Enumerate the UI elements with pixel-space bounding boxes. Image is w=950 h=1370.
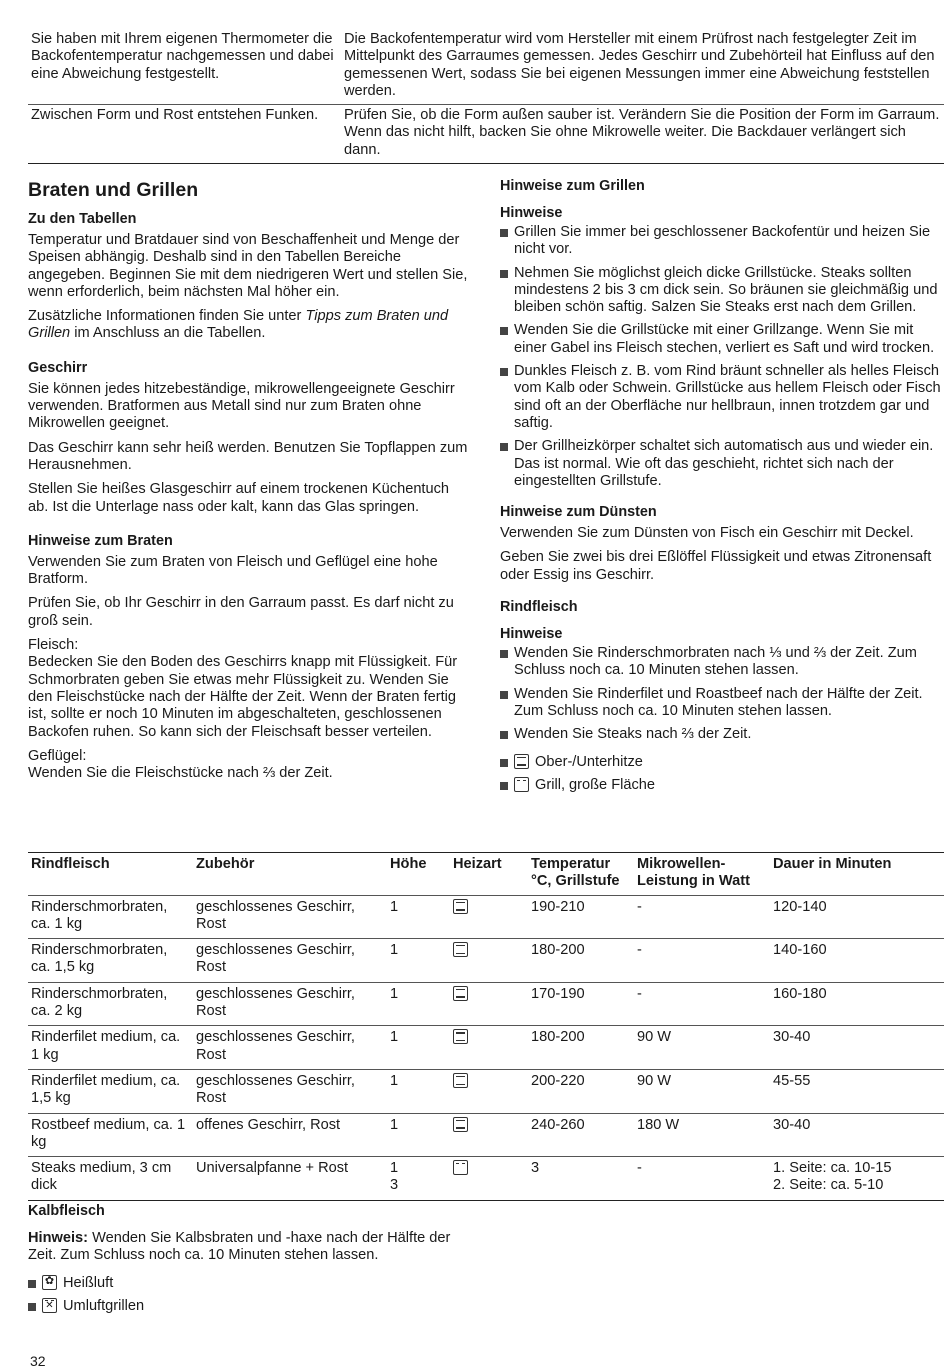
- duensten-heading: Hinweise zum Dünsten: [500, 504, 657, 521]
- height-cell: 1 3: [387, 1157, 450, 1201]
- label: Geflügel:: [28, 747, 87, 764]
- left-column: [28, 178, 470, 789]
- section-title: Braten und Grillen: [28, 179, 199, 201]
- table-row: [28, 1113, 944, 1157]
- header-cell: Dauer in Minuten: [770, 853, 944, 896]
- heating-mode-cell: [450, 1113, 528, 1157]
- geschirr-heading: Geschirr: [28, 359, 88, 376]
- header-cell: Heizart: [450, 853, 528, 896]
- header-row: [28, 853, 944, 896]
- legend-item: [28, 1298, 470, 1315]
- accessory-cell: geschlossenes Geschirr, Rost: [193, 895, 387, 939]
- food-cell: Rinderschmorbraten, ca. 1 kg: [28, 895, 193, 939]
- accessory-cell: offenes Geschirr, Rost: [193, 1113, 387, 1157]
- page-number: 32: [30, 1353, 46, 1369]
- accessory-cell: geschlossenes Geschirr, Rost: [193, 939, 387, 983]
- food-cell: Rinderfilet medium, ca. 1 kg: [28, 1026, 193, 1070]
- reference-text: Tipps zum Braten und Grillen: [28, 308, 449, 342]
- legend-item: [28, 1275, 470, 1292]
- umluftgrillen-icon: [42, 1298, 57, 1313]
- rind-list: [500, 645, 945, 743]
- food-cell: Rinderfilet medium, ca. 1,5 kg: [28, 1069, 193, 1113]
- duration-cell: 30-40: [770, 1113, 944, 1157]
- fleisch-paragraph: [28, 637, 470, 741]
- text: im Anschluss an die Tabellen.: [70, 325, 266, 342]
- header-cell: Mikrowellen-Leistung in Watt: [634, 853, 770, 896]
- table-row: [28, 1026, 944, 1070]
- duration-cell: 140-160: [770, 939, 944, 983]
- solution-cell: Die Backofentemperatur wird vom Hersteller mit einem Prüfrost nach festgelegter Zeit im Mittelpunkt des Garraumes gemessen. Jedes Geschirr und Zubehörteil hat Einfluss auf den gemessenen Wert, sodass Sie bei eigenen Messungen immer eine Abweichung feststellen werden.: [344, 31, 935, 99]
- list-item: Wenden Sie Rinderfilet und Roastbeef nach der Hälfte der Zeit. Zum Schluss noch ca. 10 Minuten stehen lassen.: [500, 686, 945, 721]
- legend-label: Grill, große Fläche: [535, 776, 656, 793]
- heating-mode-cell: [450, 1157, 528, 1201]
- temperature-cell: 240-260: [528, 1113, 634, 1157]
- header-cell: Höhe: [387, 853, 450, 896]
- legend-item: [500, 777, 945, 794]
- header-cell: Zubehör: [193, 853, 387, 896]
- heissluft-icon: [42, 1275, 57, 1290]
- geschirr-paragraph: Stellen Sie heißes Glasgeschirr auf einem trockenen Küchentuch ab. Ist die Unterlage nass oder kalt, kann das Glas springen.: [28, 481, 450, 515]
- legend-label: Ober-/Unterhitze: [535, 753, 643, 770]
- microwave-cell: -: [634, 895, 770, 939]
- geschirr-paragraph: Sie können jedes hitzebeständige, mikrowellengeeignete Geschirr verwenden. Bratformen aus Metall sind nur zum Braten ohne Mikrowellen geeignet.: [28, 380, 455, 432]
- problem-cell: Zwischen Form und Rost entstehen Funken.: [31, 107, 319, 124]
- duensten-paragraph: Geben Sie zwei bis drei Eßlöffel Flüssigkeit und etwas Zitronensaft oder Essig ins Geschirr.: [500, 549, 932, 583]
- heating-mode-cell: [450, 1069, 528, 1113]
- accessory-cell: Universalpfanne + Rost: [193, 1157, 387, 1201]
- list-item: Wenden Sie Rinderschmorbraten nach ⅓ und ⅔ der Zeit. Zum Schluss noch ca. 10 Minuten stehen lassen.: [500, 645, 945, 680]
- table-row: [28, 29, 944, 105]
- legend-label: Heißluft: [63, 1274, 114, 1291]
- height-cell: 1: [387, 1026, 450, 1070]
- ober-unterhitze-icon: [453, 1073, 468, 1088]
- microwave-cell: 90 W: [634, 1026, 770, 1070]
- kalbfleisch-heading: Kalbfleisch: [28, 1203, 105, 1219]
- ober-unterhitze-icon: [453, 1029, 468, 1044]
- temperature-cell: 190-210: [528, 895, 634, 939]
- ober-unterhitze-icon: [514, 754, 529, 769]
- list-item: Wenden Sie die Grillstücke mit einer Grillzange. Wenn Sie mit einer Gabel ins Fleisch stechen, verliert es Saft und wird trocken.: [500, 322, 945, 357]
- grillen-heading: Hinweise zum Grillen: [500, 178, 645, 194]
- temperature-cell: 180-200: [528, 939, 634, 983]
- food-cell: Steaks medium, 3 cm dick: [28, 1157, 193, 1201]
- microwave-cell: -: [634, 982, 770, 1026]
- height-cell: 1: [387, 895, 450, 939]
- grillen-list: [500, 224, 945, 490]
- header-cell: Rindfleisch: [28, 853, 193, 896]
- right-column: [500, 178, 945, 800]
- legend-list: [28, 1275, 470, 1316]
- duensten-paragraph: Verwenden Sie zum Dünsten von Fisch ein Geschirr mit Deckel.: [500, 525, 914, 542]
- label: Fleisch:: [28, 637, 79, 654]
- hinweis-text: Wenden Sie Kalbsbraten und -haxe nach der Hälfte der Zeit. Zum Schluss noch ca. 10 Minuten stehen lassen.: [28, 1230, 451, 1264]
- list-item: Der Grillheizkörper schaltet sich automatisch aus und wieder ein. Das ist normal. Wie oft das geschieht, richtet sich nach der eingestellten Grillstufe.: [500, 438, 945, 490]
- kalbfleisch-section: [28, 1203, 470, 1321]
- list-item: Dunkles Fleisch z. B. vom Rind bräunt schneller als helles Fleisch vom Kalb oder Schwein. Grillstücke aus hellem Fleisch oder Fisch sind oft an der Oberfläche nur hellbraun, innen trotzdem gar und saftig.: [500, 363, 945, 432]
- duration-cell: 160-180: [770, 982, 944, 1026]
- temperature-cell: 180-200: [528, 1026, 634, 1070]
- braten-paragraph: Prüfen Sie, ob Ihr Geschirr in den Garraum passt. Es darf nicht zu groß sein.: [28, 595, 454, 629]
- duration-cell: 1. Seite: ca. 10-15 2. Seite: ca. 5-10: [770, 1157, 944, 1201]
- food-cell: Rinderschmorbraten, ca. 1,5 kg: [28, 939, 193, 983]
- table-row: [28, 1069, 944, 1113]
- legend-list: [500, 754, 945, 795]
- legend-label: Umluftgrillen: [63, 1297, 145, 1314]
- list-item: Nehmen Sie möglichst gleich dicke Grillstücke. Steaks sollten mindestens 2 bis 3 cm dick sein. So bräunen sie gleichmäßig und bleiben schön saftig. Salzen Sie Steaks erst nach dem Grillen.: [500, 265, 945, 317]
- table-row: [28, 895, 944, 939]
- heating-mode-cell: [450, 982, 528, 1026]
- hinweise-label: Hinweise: [500, 205, 563, 221]
- table-body: [28, 895, 944, 1200]
- text: Wenden Sie die Fleischstücke nach ⅔ der Zeit.: [28, 765, 333, 782]
- tabellen-paragraph-2: [28, 308, 470, 343]
- rindfleisch-table: [28, 852, 944, 1201]
- microwave-cell: -: [634, 939, 770, 983]
- geschirr-paragraph: Das Geschirr kann sehr heiß werden. Benutzen Sie Topflappen zum Herausnehmen.: [28, 439, 468, 473]
- microwave-cell: 90 W: [634, 1069, 770, 1113]
- food-cell: Rinderschmorbraten, ca. 2 kg: [28, 982, 193, 1026]
- legend-item: [500, 754, 945, 771]
- duration-cell: 45-55: [770, 1069, 944, 1113]
- solution-cell: Prüfen Sie, ob die Form außen sauber ist. Verändern Sie die Position der Form im Garraum. Wenn das nicht hilft, backen Sie ohne Mikrowelle weiter. Die Backdauer verlängert sich dann.: [344, 107, 940, 158]
- accessory-cell: geschlossenes Geschirr, Rost: [193, 1069, 387, 1113]
- heating-mode-cell: [450, 1026, 528, 1070]
- text: Bedecken Sie den Boden des Geschirrs knapp mit Flüssigkeit. Für Schmorbraten geben Sie etwas mehr Flüssigkeit zu. Wenden Sie den Fleischstücke nach der Hälfte der Zeit. Wenn der Braten fertig ist, sollte er noch 10 Minuten im abgeschalteten, geschlossenen Backofen ruhen. So kann sich der Fleischsaft besser verteilen.: [28, 654, 458, 740]
- food-cell: Rostbeef medium, ca. 1 kg: [28, 1113, 193, 1157]
- hinweis-paragraph: [28, 1230, 470, 1265]
- accessory-cell: geschlossenes Geschirr, Rost: [193, 982, 387, 1026]
- microwave-cell: 180 W: [634, 1113, 770, 1157]
- hinweis-label: Hinweis:: [28, 1230, 89, 1246]
- troubleshooting-table: [28, 29, 944, 164]
- table-row: [28, 982, 944, 1026]
- text: Zusätzliche Informationen finden Sie unter: [28, 308, 306, 325]
- ober-unterhitze-icon: [453, 942, 468, 957]
- temperature-cell: 200-220: [528, 1069, 634, 1113]
- grill-icon: [514, 777, 529, 792]
- temperature-cell: 170-190: [528, 982, 634, 1026]
- tabellen-paragraph: Temperatur und Bratdauer sind von Beschaffenheit und Menge der Speisen abhängig. Deshalb sind in den Tabellen Bereiche angegeben. Beginnen Sie mit dem niedrigeren Wert und stellen Sie, wenn erforderlich, beim nächsten Mal höher ein.: [28, 232, 468, 300]
- height-cell: 1: [387, 1069, 450, 1113]
- braten-paragraph: Verwenden Sie zum Braten von Fleisch und Geflügel eine hohe Bratform.: [28, 553, 438, 588]
- ober-unterhitze-icon: [453, 1117, 468, 1132]
- height-cell: 1: [387, 939, 450, 983]
- list-item: Wenden Sie Steaks nach ⅔ der Zeit.: [500, 726, 945, 743]
- table-row: [28, 939, 944, 983]
- gefluegel-paragraph: [28, 748, 470, 783]
- rindfleisch-heading: Rindfleisch: [500, 599, 578, 616]
- height-cell: 1: [387, 1113, 450, 1157]
- ober-unterhitze-icon: [453, 986, 468, 1001]
- microwave-cell: -: [634, 1157, 770, 1201]
- height-cell: 1: [387, 982, 450, 1026]
- table-row: [28, 105, 944, 164]
- tabellen-heading: Zu den Tabellen: [28, 211, 137, 227]
- problem-cell: Sie haben mit Ihrem eigenen Thermometer die Backofentemperatur nachgemessen und dabei eine Abweichung festgestellt.: [31, 31, 334, 82]
- duration-cell: 120-140: [770, 895, 944, 939]
- table-row: [28, 1157, 944, 1201]
- ober-unterhitze-icon: [453, 899, 468, 914]
- accessory-cell: geschlossenes Geschirr, Rost: [193, 1026, 387, 1070]
- braten-heading: Hinweise zum Braten: [28, 532, 173, 549]
- header-cell: Temperatur °C, Grillstufe: [528, 853, 634, 896]
- duration-cell: 30-40: [770, 1026, 944, 1070]
- temperature-cell: 3: [528, 1157, 634, 1201]
- heating-mode-cell: [450, 939, 528, 983]
- grill-icon: [453, 1160, 468, 1175]
- list-item: Grillen Sie immer bei geschlossener Backofentür und heizen Sie nicht vor.: [500, 224, 945, 259]
- heating-mode-cell: [450, 895, 528, 939]
- hinweise-label: Hinweise: [500, 626, 563, 643]
